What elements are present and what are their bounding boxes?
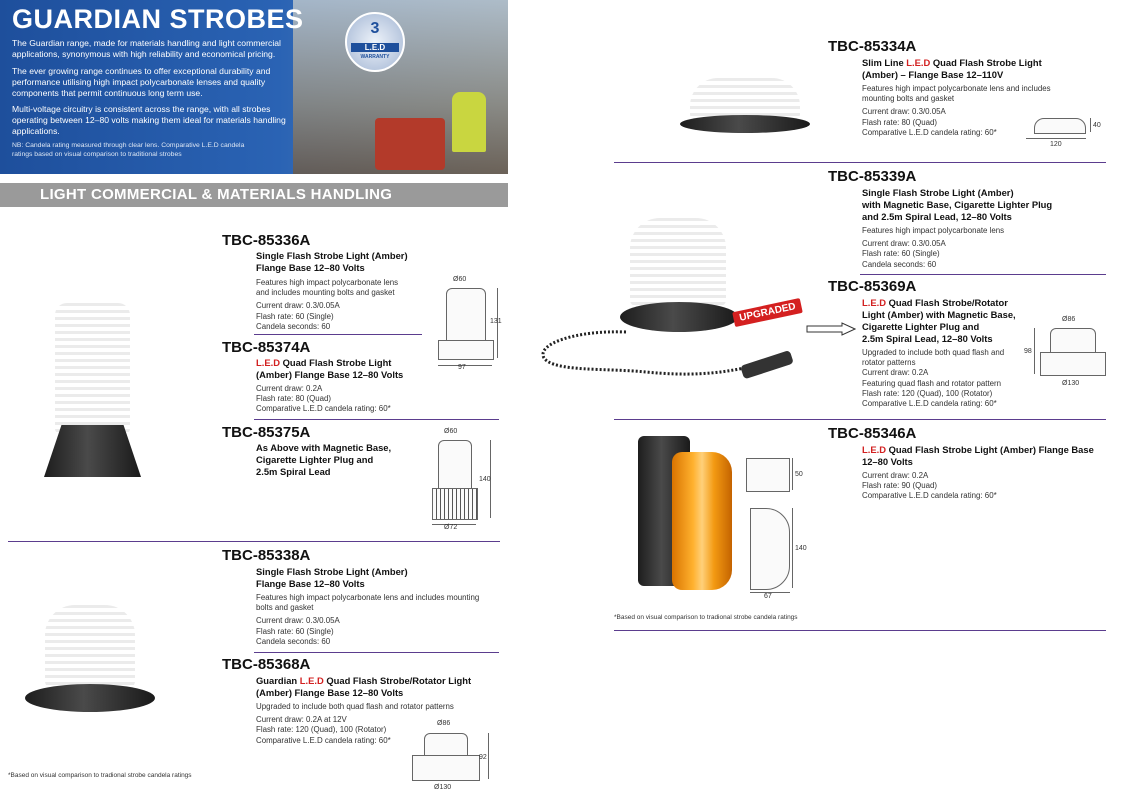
product-description [862, 226, 1004, 270]
title-line: Cigarette Lighter Plug and [256, 454, 374, 465]
spec-line: Current draw: 0.3/0.05A [256, 616, 340, 626]
desc-line: mounting bolts and gasket [862, 94, 955, 104]
dim-label: 40 [1093, 122, 1101, 129]
worker-image [452, 92, 486, 152]
title-line: 2.5m Spiral Lead [256, 466, 331, 477]
product-title [862, 187, 1052, 223]
title-line: Quad Flash Strobe Light (Amber) Flange Base [885, 444, 1094, 455]
product-code: TBC-85339A [828, 168, 917, 185]
product-description [862, 84, 1051, 138]
spec-line: Flash rate: 60 (Single) [256, 311, 334, 321]
product-code: TBC-85374A [222, 339, 311, 356]
spec-line: Comparative L.E.D candela rating: 60* [256, 404, 391, 414]
divider [254, 334, 422, 335]
product-title [256, 675, 471, 699]
product-title [256, 442, 391, 478]
spec-line: Flash rate: 80 (Quad) [862, 117, 937, 127]
divider [860, 274, 1106, 275]
dim-label: 120 [1050, 141, 1062, 148]
section-heading-bar [0, 183, 508, 207]
divider [254, 652, 499, 653]
product-description [256, 593, 479, 647]
spec-line: Current draw: 0.3/0.05A [256, 301, 340, 311]
warranty-badge-icon [345, 12, 405, 72]
title-line: Cigarette Lighter Plug and [862, 321, 980, 332]
dim-label: Ø86 [437, 720, 451, 727]
product-title [256, 357, 403, 381]
desc-line: Features high impact polycarbonate lens and includes mounting [256, 593, 480, 602]
footnote: *Based on visual comparison to tradional strobe candela ratings [8, 772, 192, 779]
product-title [862, 57, 1042, 81]
dim-label: 140 [479, 476, 491, 483]
title-line: Quad Flash Strobe/Rotator Light [323, 675, 472, 686]
product-code: TBC-85346A [828, 425, 917, 442]
spec-line: Featuring quad flash and rotator pattern [862, 378, 1002, 388]
hero-banner [0, 0, 508, 174]
product-title [256, 250, 408, 274]
product-code: TBC-85369A [828, 278, 917, 295]
dim-label: 50 [795, 471, 803, 478]
hero-paragraph-3: Multi-voltage circuitry is consistent across the range, with all strobes operating between 12–80 volts making them ideal for materials handling applications. [12, 104, 286, 136]
divider [614, 419, 1106, 420]
desc-line: rotator patterns [862, 358, 916, 368]
product-title [862, 444, 1094, 468]
title-prefix: Guardian [256, 675, 300, 686]
footnote: *Based on visual comparison to tradional strobe candela ratings [614, 614, 798, 621]
dim-label: Ø60 [453, 276, 467, 283]
dim-label: 67 [764, 593, 772, 600]
divider [8, 541, 500, 542]
title-line: (Amber) Flange Base 12–80 Volts [256, 369, 404, 380]
product-description [256, 278, 398, 332]
desc-line: Features high impact polycarbonate lens [862, 226, 1005, 235]
title-line: Quad Flash Strobe Light [930, 57, 1042, 68]
spec-line: Comparative L.E.D candela rating: 60* [256, 735, 391, 745]
title-line: and 2.5m Spiral Lead, 12–80 Volts [862, 211, 1012, 222]
dim-label: 92 [479, 754, 487, 761]
product-title [256, 566, 408, 590]
dim-label: Ø130 [1062, 380, 1080, 387]
product-specs [256, 384, 391, 415]
forklift-image [375, 118, 445, 170]
spec-line: Current draw: 0.2A [862, 471, 929, 480]
product-code: TBC-85375A [222, 424, 311, 441]
spec-line: Comparative L.E.D candela rating: 60* [862, 491, 997, 501]
hero-paragraph-1: The Guardian range, made for materials handling and light commercial applications, synonymous with high reliability and economical pricing. [12, 38, 281, 59]
desc-line: Upgraded to include both quad flash and [862, 348, 1005, 357]
title-line: Single Flash Strobe Light (Amber) [256, 250, 408, 261]
led-label: L.E.D [299, 675, 324, 686]
product-specs [862, 471, 997, 502]
spec-line: Comparative L.E.D candela rating: 60* [862, 127, 997, 137]
title-prefix: Slim Line [862, 57, 907, 68]
desc-line: bolts and gasket [256, 603, 314, 613]
spec-line: Candela seconds: 60 [256, 636, 331, 646]
spec-line: Flash rate: 60 (Single) [862, 249, 940, 259]
title-line: 2.5m Spiral Lead, 12–80 Volts [862, 333, 993, 344]
spec-line: Flash rate: 60 (Single) [256, 626, 334, 636]
upgraded-badge: UPGRADED [732, 298, 803, 327]
spec-line: Current draw: 0.3/0.05A [862, 239, 946, 249]
title-line: Single Flash Strobe Light (Amber) [862, 187, 1014, 198]
title-line: (Amber) – Flange Base 12–110V [862, 69, 1004, 80]
badge-led: L.E.D [351, 43, 399, 52]
hero-paragraph-2: The ever growing range continues to offer exceptional durability and performance utilising high impact polycarbonate lenses and quality components that permit continuous long term use. [12, 66, 271, 98]
spiral-lead-icon [536, 310, 806, 390]
led-label: L.E.D [862, 297, 886, 308]
divider [254, 419, 499, 420]
led-label: L.E.D [906, 57, 931, 68]
product-code: TBC-85336A [222, 232, 311, 249]
section-title: LIGHT COMMERCIAL & MATERIALS HANDLING [40, 186, 393, 203]
arrow-right-icon [806, 322, 856, 336]
product-description [862, 348, 1004, 409]
hero-title: GUARDIAN STROBES [12, 4, 304, 34]
dim-label: 131 [490, 318, 502, 325]
title-line: Flange Base 12–80 Volts [256, 262, 365, 273]
dim-label: Ø60 [444, 428, 458, 435]
product-code: TBC-85368A [222, 656, 311, 673]
desc-line: Features high impact polycarbonate lens and includes [862, 84, 1051, 93]
dim-label: 97 [458, 364, 466, 371]
spec-line: Current draw: 0.2A [862, 368, 929, 378]
title-line: with Magnetic Base, Cigarette Lighter Plug [862, 199, 1053, 210]
dim-label: Ø86 [1062, 316, 1076, 323]
spec-line: Comparative L.E.D candela rating: 60* [862, 399, 997, 409]
title-line: Single Flash Strobe Light (Amber) [256, 566, 408, 577]
desc-line: Features high impact polycarbonate lens [256, 278, 399, 287]
title-line: Flange Base 12–80 Volts [256, 578, 365, 589]
title-line: Quad Flash Strobe/Rotator [885, 297, 1008, 308]
spec-line: Candela seconds: 60 [862, 259, 937, 269]
spec-line: Current draw: 0.2A [256, 384, 323, 393]
divider [614, 162, 1106, 163]
spec-line: Current draw: 0.3/0.05A [862, 107, 946, 117]
title-line: As Above with Magnetic Base, [256, 442, 392, 453]
divider [614, 630, 1106, 631]
dim-label: 98 [1024, 348, 1032, 355]
desc-line: Upgraded to include both quad flash and rotator patterns [256, 702, 454, 711]
spec-line: Flash rate: 120 (Quad), 100 (Rotator) [862, 388, 993, 398]
spec-line: Flash rate: 90 (Quad) [862, 481, 937, 491]
dim-label: 140 [795, 545, 807, 552]
spec-line: Flash rate: 80 (Quad) [256, 394, 331, 404]
hero-note: NB: Candela rating measured through clear lens. Comparative L.E.D candela ratings based on visual comparison to traditional strobes [12, 142, 245, 158]
product-title [862, 297, 1016, 345]
dim-label: Ø72 [444, 524, 458, 531]
spec-line: Flash rate: 120 (Quad), 100 (Rotator) [256, 725, 387, 735]
product-code: TBC-85338A [222, 547, 311, 564]
title-line: Light (Amber) with Magnetic Base, [862, 309, 1016, 320]
led-label: L.E.D [862, 444, 886, 455]
badge-year: 3 [370, 20, 380, 37]
desc-line: and includes mounting bolts and gasket [256, 288, 395, 298]
spec-line: Current draw: 0.2A at 12V [256, 715, 347, 725]
product-code: TBC-85334A [828, 38, 917, 55]
title-line: Quad Flash Strobe Light [279, 357, 392, 368]
spec-line: Candela seconds: 60 [256, 321, 331, 331]
dim-label: Ø130 [434, 784, 452, 791]
led-label: L.E.D [256, 357, 280, 368]
title-line: (Amber) Flange Base 12–80 Volts [256, 687, 404, 698]
title-line: 12–80 Volts [862, 456, 913, 467]
badge-warranty: WARRANTY [360, 54, 390, 60]
